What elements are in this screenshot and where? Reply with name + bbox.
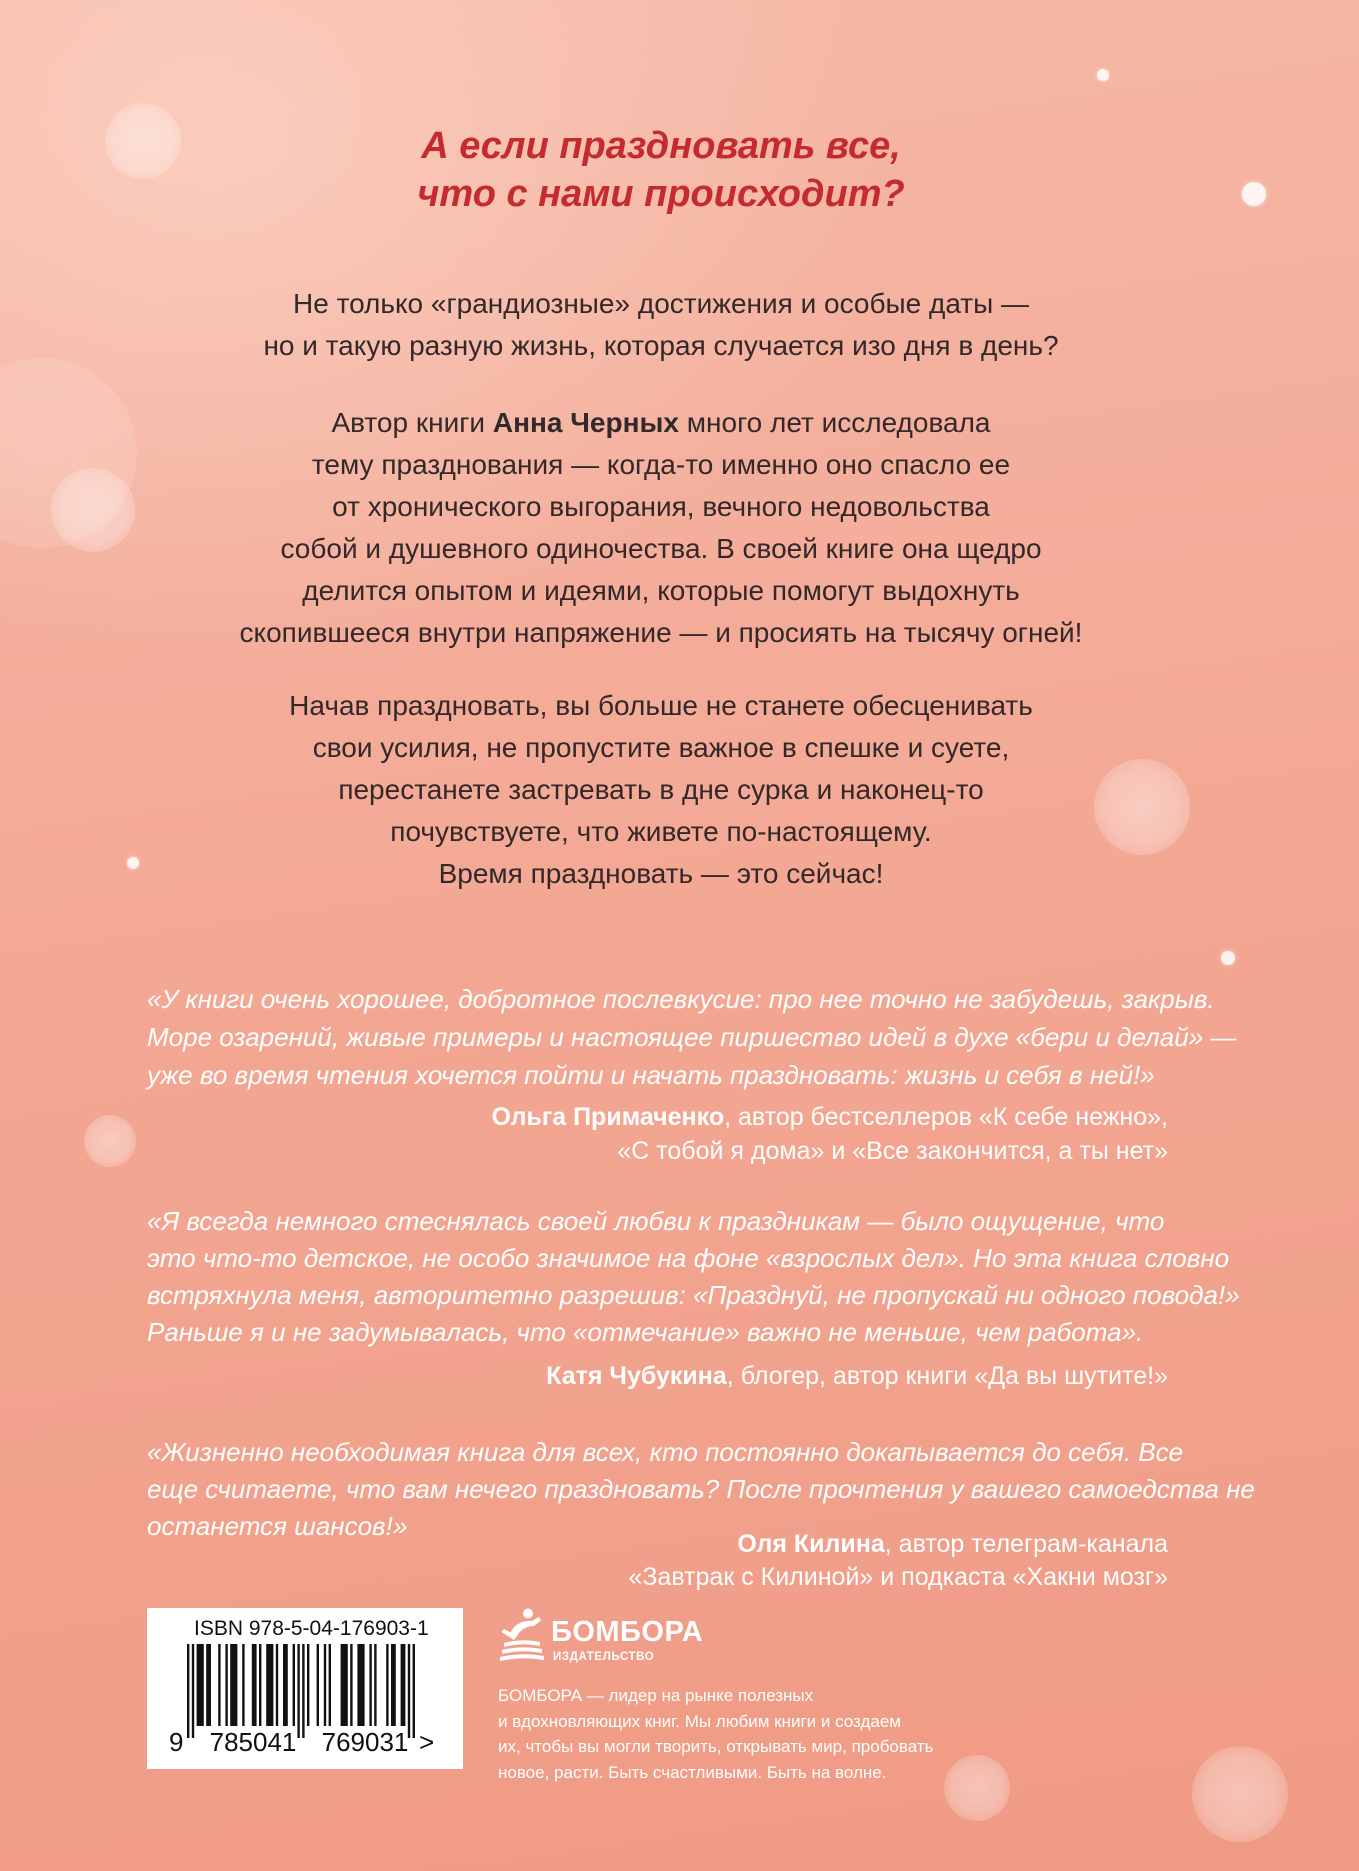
quote-line: «У книги очень хорошее, добротное послевкусие: про нее точно не забудешь, закрыв. (147, 984, 1215, 1014)
quote-line: останется шансов!» (147, 1511, 408, 1541)
isbn-barcode (147, 1608, 463, 1769)
barcode-bar (391, 1644, 396, 1726)
barcode-bar (242, 1644, 244, 1726)
quote-line: уже во время чтения хочется пойти и начать праздновать: жизнь и себя в ней!» (147, 1060, 1155, 1090)
isbn-number: ISBN 978-5-04-176903-1 (194, 1617, 429, 1640)
quote-line: это что-то детское, не особо значимое на фоне «взрослых дел». Но эта книга словно (147, 1243, 1230, 1273)
barcode-bar (252, 1644, 257, 1726)
barcode-guard-bar (297, 1644, 299, 1738)
logo-figure-body (510, 1617, 541, 1636)
attribution-line: «С тобой я дома» и «Все закончится, а ты нет» (617, 1137, 1168, 1165)
barcode-bar (350, 1644, 352, 1726)
barcode-guard-bar (408, 1644, 410, 1738)
quote-line: еще считаете, что вам нечего праздновать? После прочтения у вашего самоедства не (147, 1474, 1255, 1504)
text-line: делится опытом и идеями, которые помогут выдохнуть (302, 575, 1020, 606)
barcode-bar (401, 1644, 406, 1726)
heading-line: что с нами происходит? (417, 173, 905, 215)
attribution-text: , автор телеграм-канала (884, 1530, 1168, 1558)
barcode-guard-bar (302, 1644, 304, 1738)
intro-paragraph (0, 283, 1322, 367)
barcode-bar (386, 1644, 388, 1726)
text-line: почувствуете, что живете по-настоящему. (390, 816, 932, 847)
quote-line: «Я всегда немного стеснялась своей любви к праздникам — было ощущение, что (147, 1206, 1165, 1236)
barcode-bar (259, 1644, 261, 1726)
logo-stripe (500, 1654, 544, 1661)
text-line: Время праздновать — это сейчас! (438, 858, 884, 889)
barcode-bar (341, 1644, 348, 1726)
bokeh-bubble (84, 1115, 136, 1167)
barcode-bar (324, 1644, 326, 1726)
bokeh-bubble (1192, 1746, 1288, 1842)
attribution-line (628, 1528, 1168, 1561)
barcode-bar (225, 1644, 227, 1726)
review-quote (147, 1203, 1240, 1351)
barcode-bar (218, 1644, 220, 1726)
barcode-right-digits: 769031 (321, 1727, 409, 1757)
attribution-text: , автор бестселлеров «К себе нежно», (724, 1103, 1168, 1131)
blurb-line: их, чтобы вы могли творить, открывать мир, пробовать (498, 1737, 934, 1756)
barcode-guard-bar (192, 1644, 194, 1738)
review-attribution (491, 1100, 1168, 1168)
text-line: но и такую разную жизнь, которая случается изо дня в день? (263, 330, 1059, 361)
blurb-line: БОМБОРА — лидер на рынке полезных (498, 1686, 814, 1705)
text-line: собой и душевного одиночества. В своей книге она щедро (280, 533, 1042, 564)
barcode-bar (283, 1644, 288, 1726)
bokeh-dot (1221, 951, 1235, 965)
publisher-logo-subtitle: ИЗДАТЕЛЬСТВО (553, 1651, 655, 1663)
reviewer-name: Оля Килина (737, 1530, 885, 1558)
text-segment: Автор книги (331, 407, 493, 438)
barcode-first-digit: 9 (169, 1727, 184, 1757)
bombora-logo-icon (498, 1607, 544, 1665)
blurb-line: новое, расти. Быть счастливыми. Быть на волне. (498, 1762, 887, 1782)
about-paragraph (0, 402, 1322, 654)
barcode-left-digits: 785041 (209, 1727, 297, 1757)
logo-stripe (502, 1647, 542, 1654)
barcode-bar (317, 1644, 319, 1726)
author-name: Анна Черных (492, 407, 679, 438)
quote-line: Раньше я и не задумывалась, что «отмечание» важно не меньше, чем работа». (147, 1317, 1144, 1347)
attribution-text: , блогер, автор книги «Да вы шутите!» (726, 1362, 1168, 1390)
barcode-bar (230, 1644, 237, 1726)
barcode-guard-bar (413, 1644, 415, 1738)
review-attribution (628, 1528, 1168, 1594)
barcode-guard-bar (187, 1644, 189, 1738)
barcode-bar (369, 1644, 371, 1726)
barcode-bar (197, 1644, 204, 1726)
quote-line: встряхнула меня, авторитетно разрешив: «Празднуй, не пропускай ни одного повода!» (147, 1280, 1240, 1310)
publisher-blurb (498, 1683, 933, 1785)
quote-line: «Жизненно необходимая книга для всех, кто постоянно докапывается до себя. Все (147, 1437, 1184, 1467)
attribution-line: «Завтрак с Килиной» и подкаста «Хакни мозг» (628, 1563, 1168, 1591)
bokeh-bubble (944, 1755, 1010, 1821)
barcode-bar (266, 1644, 273, 1726)
text-line: Не только «грандиозные» достижения и особые даты — (293, 288, 1029, 319)
barcode-bar (374, 1644, 376, 1726)
barcode-bars (187, 1644, 415, 1738)
reviewer-name: Катя Чубукина (546, 1362, 727, 1390)
barcode-bar (307, 1644, 309, 1726)
review-quote (147, 980, 1236, 1094)
text-line: Начав праздновать, вы больше не станете обесценивать (289, 690, 1033, 721)
publisher-logo (498, 1606, 704, 1668)
quote-line: Море озарений, живые примеры и настоящее пиршество идей в духе «бери и делай» — (147, 1022, 1237, 1052)
barcode-quiet-zone-mark: > (419, 1727, 435, 1757)
reviewer-name: Ольга Примаченко (491, 1103, 725, 1131)
barcode-bar (357, 1644, 364, 1726)
barcode-bar (206, 1644, 211, 1726)
text-line: скопившееся внутри напряжение — и просиять на тысячу огней! (239, 617, 1083, 648)
bokeh-dot (1097, 69, 1109, 81)
publisher-logo-name: БОМБОРА (551, 1616, 704, 1648)
attribution-line (546, 1359, 1168, 1393)
text-line: тему празднования — когда-то именно оно спасло ее (311, 449, 1011, 480)
text-line: от хронического выгорания, вечного недовольства (332, 491, 990, 522)
logo-figure-head (523, 1609, 533, 1619)
logo-stripe (504, 1640, 540, 1647)
attribution-line (491, 1100, 1168, 1134)
blurb-line: и вдохновляющих книг. Мы любим книги и создаем (498, 1711, 901, 1731)
cover-heading (0, 122, 1322, 218)
review-attribution (546, 1359, 1168, 1393)
heading-line: А если праздновать все, (421, 125, 901, 167)
text-segment: много лет исследовала (679, 407, 991, 438)
text-line: перестанете застревать в дне сурка и наконец-то (338, 774, 984, 805)
barcode-bar (329, 1644, 331, 1726)
text-line: свои усилия, не пропустите важное в спешке и суете, (312, 732, 1010, 763)
barcode-bar (276, 1644, 278, 1726)
text-line (0, 402, 1322, 444)
closing-paragraph (0, 685, 1322, 895)
barcode-bar (293, 1644, 295, 1726)
